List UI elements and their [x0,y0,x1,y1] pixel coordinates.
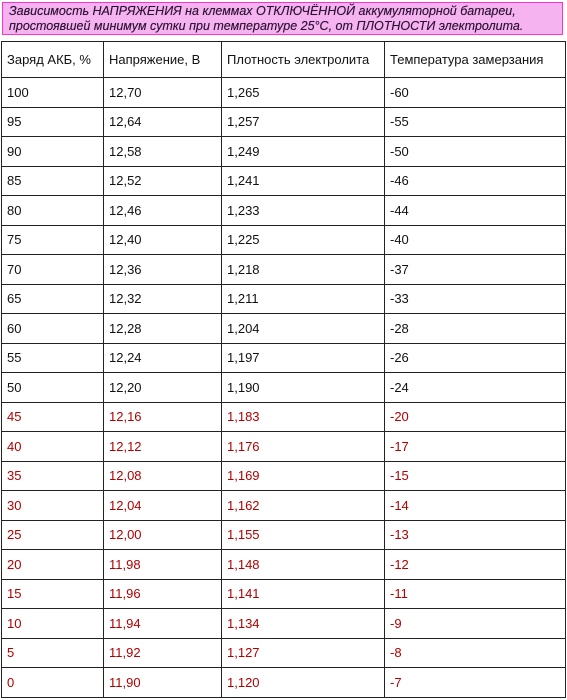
cell-density: 1,148 [222,550,385,580]
cell-density: 1,162 [222,491,385,521]
cell-charge: 0 [2,668,104,698]
cell-voltage: 12,24 [104,343,222,373]
cell-charge: 75 [2,225,104,255]
table-row [2,284,566,314]
cell-charge: 55 [2,343,104,373]
cell-density: 1,155 [222,520,385,550]
header-voltage: Напряжение, В [104,42,222,78]
table-row [2,314,566,344]
cell-charge: 30 [2,491,104,521]
table-row [2,491,566,521]
cell-freeze-temp: -11 [385,579,566,609]
cell-freeze-temp: -28 [385,314,566,344]
cell-freeze-temp: -20 [385,402,566,432]
cell-freeze-temp: -55 [385,107,566,137]
cell-voltage: 11,96 [104,579,222,609]
cell-charge: 15 [2,579,104,609]
cell-charge: 85 [2,166,104,196]
cell-voltage: 12,36 [104,255,222,285]
table-row [2,373,566,403]
cell-charge: 90 [2,137,104,167]
cell-voltage: 11,90 [104,668,222,698]
cell-freeze-temp: -46 [385,166,566,196]
table-row [2,579,566,609]
table-row [2,432,566,462]
cell-charge: 50 [2,373,104,403]
table-row [2,107,566,137]
cell-density: 1,233 [222,196,385,226]
cell-charge: 5 [2,638,104,668]
table-row [2,550,566,580]
table-row [2,166,566,196]
table-row [2,255,566,285]
table-row [2,137,566,167]
cell-charge: 60 [2,314,104,344]
cell-freeze-temp: -50 [385,137,566,167]
cell-freeze-temp: -15 [385,461,566,491]
table-row [2,343,566,373]
cell-voltage: 12,64 [104,107,222,137]
cell-voltage: 12,04 [104,491,222,521]
cell-freeze-temp: -24 [385,373,566,403]
cell-charge: 10 [2,609,104,639]
cell-freeze-temp: -12 [385,550,566,580]
table-row [2,78,566,108]
cell-density: 1,257 [222,107,385,137]
cell-freeze-temp: -14 [385,491,566,521]
cell-voltage: 12,08 [104,461,222,491]
cell-voltage: 12,32 [104,284,222,314]
cell-voltage: 12,52 [104,166,222,196]
table-body [2,78,566,698]
cell-density: 1,176 [222,432,385,462]
table-row [2,461,566,491]
title-banner [2,2,563,35]
cell-density: 1,127 [222,638,385,668]
cell-charge: 70 [2,255,104,285]
table-row [2,196,566,226]
header-density: Плотность электролита [222,42,385,78]
header-charge: Заряд АКБ, % [2,42,104,78]
cell-charge: 45 [2,402,104,432]
cell-freeze-temp: -9 [385,609,566,639]
cell-charge: 40 [2,432,104,462]
cell-charge: 20 [2,550,104,580]
cell-density: 1,141 [222,579,385,609]
cell-freeze-temp: -8 [385,638,566,668]
cell-voltage: 12,70 [104,78,222,108]
cell-density: 1,265 [222,78,385,108]
cell-voltage: 12,12 [104,432,222,462]
table-header-row [2,42,566,78]
cell-freeze-temp: -40 [385,225,566,255]
cell-charge: 65 [2,284,104,314]
cell-voltage: 11,94 [104,609,222,639]
cell-density: 1,211 [222,284,385,314]
table-row [2,668,566,698]
table-row [2,402,566,432]
cell-density: 1,120 [222,668,385,698]
cell-voltage: 12,58 [104,137,222,167]
cell-voltage: 11,98 [104,550,222,580]
battery-table-container [1,41,565,698]
cell-voltage: 11,92 [104,638,222,668]
header-freeze-temp: Температура замерзания [385,42,566,78]
table-row [2,225,566,255]
cell-voltage: 12,16 [104,402,222,432]
cell-freeze-temp: -37 [385,255,566,285]
table-row [2,609,566,639]
cell-voltage: 12,28 [104,314,222,344]
cell-density: 1,241 [222,166,385,196]
cell-voltage: 12,20 [104,373,222,403]
cell-density: 1,134 [222,609,385,639]
cell-density: 1,183 [222,402,385,432]
cell-voltage: 12,46 [104,196,222,226]
cell-density: 1,197 [222,343,385,373]
cell-density: 1,218 [222,255,385,285]
cell-voltage: 12,40 [104,225,222,255]
cell-charge: 95 [2,107,104,137]
cell-density: 1,249 [222,137,385,167]
cell-charge: 35 [2,461,104,491]
cell-freeze-temp: -60 [385,78,566,108]
cell-charge: 80 [2,196,104,226]
cell-freeze-temp: -33 [385,284,566,314]
title-line-2: простоявшей минимум сутки при температуре 25°С, от ПЛОТНОСТИ электролита. [9,19,524,33]
cell-density: 1,204 [222,314,385,344]
cell-density: 1,169 [222,461,385,491]
cell-freeze-temp: -26 [385,343,566,373]
battery-table [1,41,566,698]
cell-freeze-temp: -13 [385,520,566,550]
cell-freeze-temp: -44 [385,196,566,226]
title-line-1: Зависимость НАПРЯЖЕНИЯ на клеммах ОТКЛЮЧЁННОЙ аккумуляторной батареи, [9,4,516,18]
cell-freeze-temp: -7 [385,668,566,698]
cell-freeze-temp: -17 [385,432,566,462]
table-row [2,520,566,550]
cell-voltage: 12,00 [104,520,222,550]
cell-density: 1,225 [222,225,385,255]
cell-charge: 100 [2,78,104,108]
cell-density: 1,190 [222,373,385,403]
table-row [2,638,566,668]
cell-charge: 25 [2,520,104,550]
